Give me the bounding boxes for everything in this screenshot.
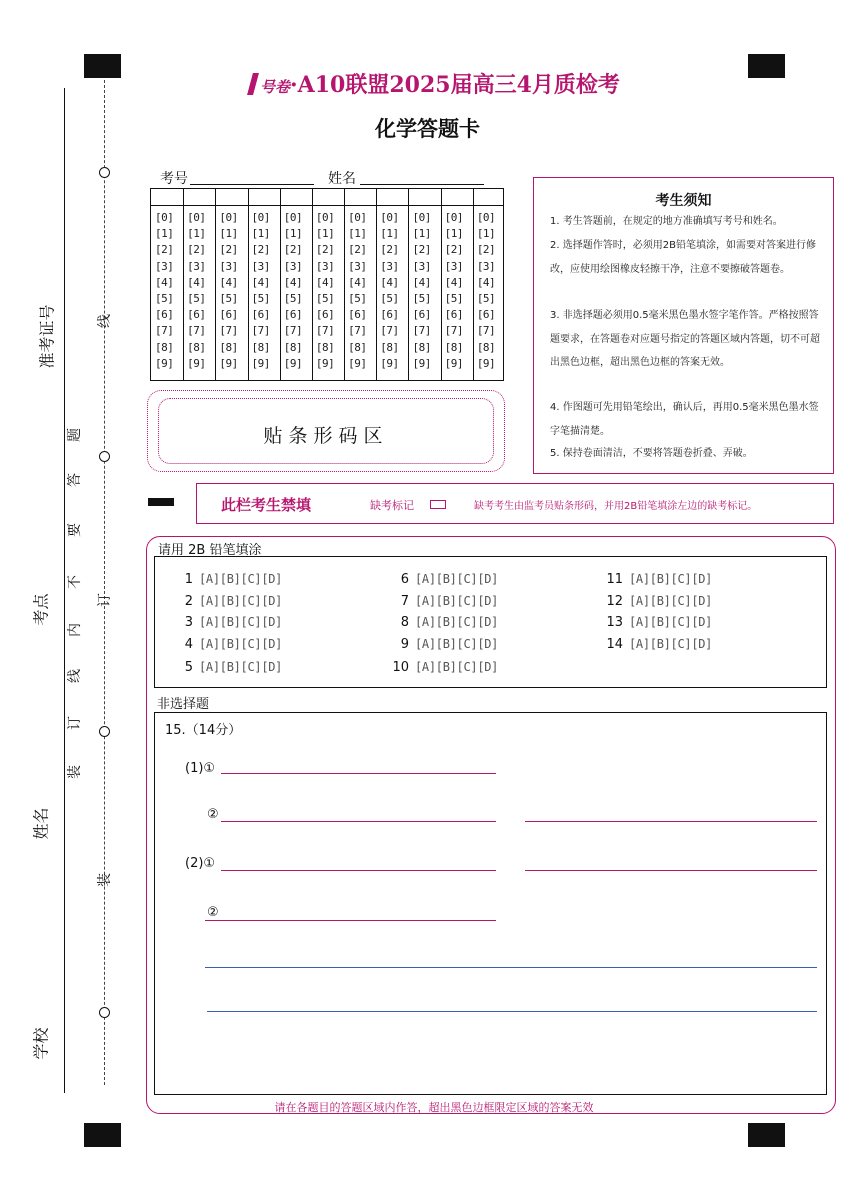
exam-no-field[interactable] — [190, 184, 314, 185]
digit-bubble[interactable]: [9] — [187, 356, 206, 370]
choice-options[interactable]: [A][B][C][D] — [199, 660, 283, 674]
choice-question — [169, 594, 282, 609]
grid-column-divider — [215, 189, 216, 380]
question-number: 3 — [184, 615, 193, 630]
sub-2-1-label: (2)① — [185, 856, 216, 871]
grid-header-line — [151, 205, 503, 206]
digit-bubble[interactable]: [0] — [348, 211, 367, 224]
binding-line-outer — [64, 88, 65, 1093]
sub-2-2-label: ② — [207, 905, 219, 920]
choice-options[interactable]: [A][B][C][D] — [199, 594, 283, 608]
digit-bubble[interactable]: [0] — [380, 211, 399, 224]
digit-bubble[interactable]: [8] — [348, 340, 367, 354]
digit-bubble[interactable]: [3] — [315, 259, 335, 273]
digit-bubble[interactable]: [9] — [380, 356, 399, 370]
choice-question — [599, 615, 712, 630]
side-warning-char: 答 — [67, 473, 83, 487]
digit-bubble[interactable]: [2] — [315, 243, 335, 257]
grid-column-divider — [248, 189, 249, 380]
registration-mark-top-left — [84, 54, 121, 78]
digit-bubble[interactable]: [7] — [348, 324, 367, 338]
digit-bubble[interactable]: [9] — [283, 356, 303, 370]
answer-line[interactable] — [205, 920, 496, 921]
side-school: 学校 — [31, 1027, 51, 1060]
question-15-label: 15.（14分） — [165, 723, 242, 738]
digit-bubble[interactable]: [4] — [315, 275, 335, 289]
digit-bubble[interactable]: [2] — [348, 243, 367, 257]
binding-line-cut — [104, 80, 105, 1085]
logo-text: 号卷 — [260, 78, 291, 96]
digit-bubble[interactable]: [8] — [187, 340, 206, 354]
grid-column-divider — [473, 189, 474, 380]
digit-bubble[interactable]: [6] — [380, 308, 399, 322]
side-warning-char: 订 — [67, 716, 83, 730]
digit-bubble[interactable]: [5] — [348, 292, 367, 305]
question-number: 9 — [400, 637, 409, 652]
absent-mark-bar — [148, 498, 174, 506]
digit-bubble[interactable]: [6] — [348, 308, 367, 322]
digit-bubble[interactable]: [5] — [283, 292, 303, 305]
digit-bubble[interactable]: [6] — [187, 308, 206, 322]
choice-options[interactable]: [A][B][C][D] — [199, 637, 283, 651]
answer-line[interactable] — [525, 821, 817, 822]
choice-question — [385, 572, 498, 587]
digit-bubble[interactable]: [0] — [476, 211, 496, 224]
digit-bubble[interactable]: [1] — [251, 227, 270, 241]
digit-bubble[interactable]: [3] — [348, 259, 367, 273]
absent-instruction: 缺考考生由监考员贴条形码，并用2B铅笔填涂左边的缺考标记。 — [474, 501, 758, 512]
digit-bubble[interactable]: [1] — [155, 227, 174, 241]
digit-bubble[interactable]: [0] — [444, 211, 463, 224]
grid-column-divider — [183, 189, 184, 380]
answer-line[interactable] — [525, 870, 817, 871]
side-warning-char: 题 — [67, 428, 83, 442]
registration-mark-bottom-left — [84, 1123, 121, 1147]
answer-line[interactable] — [205, 967, 817, 968]
digit-bubble[interactable]: [7] — [412, 324, 431, 338]
digit-bubble[interactable]: [3] — [251, 259, 270, 273]
digit-bubble[interactable]: [0] — [315, 211, 335, 224]
digit-bubble[interactable]: [9] — [444, 356, 463, 370]
digit-bubble[interactable]: [2] — [251, 243, 270, 257]
digit-bubble[interactable]: [9] — [476, 356, 496, 370]
choice-options[interactable]: [A][B][C][D] — [415, 572, 499, 586]
digit-bubble[interactable]: [5] — [476, 292, 496, 305]
digit-bubble[interactable]: [4] — [348, 275, 367, 289]
sub-1-1-label: (1)① — [185, 761, 216, 776]
grid-column-divider — [408, 189, 409, 380]
choice-question — [599, 594, 712, 609]
digit-bubble[interactable]: [3] — [219, 259, 238, 273]
nonchoice-box — [154, 712, 827, 1095]
notice-item: 5. 保持卷面清洁，不要将答题卷折叠、弄破。 — [550, 448, 753, 459]
digit-bubble[interactable]: [8] — [155, 340, 174, 354]
choice-box — [154, 556, 827, 688]
question-number: 5 — [184, 660, 193, 675]
choice-question — [385, 615, 498, 630]
binding-hole — [99, 167, 110, 178]
exam-no-digit-grid[interactable] — [150, 188, 504, 381]
side-ding-char: 订 — [97, 593, 113, 607]
exam-title-text: ·A10联盟2025届高三4月质检考 — [290, 72, 620, 98]
digit-bubble[interactable]: [1] — [283, 227, 303, 241]
exam-no-label: 考号 — [160, 171, 188, 187]
question-number: 8 — [400, 615, 409, 630]
digit-bubble[interactable]: [1] — [412, 227, 431, 241]
digit-bubble[interactable]: [4] — [380, 275, 399, 289]
side-warning-char: 要 — [67, 523, 83, 537]
name-field[interactable] — [360, 184, 484, 185]
digit-bubble[interactable]: [2] — [476, 243, 496, 257]
digit-bubble[interactable]: [2] — [412, 243, 431, 257]
digit-bubble[interactable]: [5] — [380, 292, 399, 305]
side-exam-site: 考点 — [31, 593, 51, 626]
notice-title: 考生须知 — [655, 193, 712, 209]
digit-bubble[interactable]: [4] — [251, 275, 270, 289]
grid-column-divider — [280, 189, 281, 380]
side-admission-no: 准考证号 — [37, 304, 57, 369]
digit-bubble[interactable]: [8] — [476, 340, 496, 354]
absent-checkbox[interactable] — [430, 500, 446, 509]
binding-hole — [99, 1007, 110, 1018]
choice-question — [599, 572, 712, 587]
digit-bubble[interactable]: [2] — [187, 243, 206, 257]
side-zhuang-char: 装 — [97, 873, 113, 887]
digit-bubble[interactable]: [2] — [155, 243, 174, 257]
digit-bubble[interactable]: [1] — [187, 227, 206, 241]
choice-question — [385, 594, 498, 609]
grid-column-divider — [441, 189, 442, 380]
digit-bubble[interactable]: [3] — [476, 259, 496, 273]
digit-bubble[interactable]: [1] — [476, 227, 496, 241]
choice-options[interactable]: [A][B][C][D] — [629, 637, 713, 651]
digit-bubble[interactable]: [5] — [444, 292, 463, 305]
choice-options[interactable]: [A][B][C][D] — [629, 594, 713, 608]
digit-bubble[interactable]: [9] — [412, 356, 431, 370]
digit-bubble[interactable]: [3] — [283, 259, 303, 273]
digit-bubble[interactable]: [3] — [412, 259, 431, 273]
digit-bubble[interactable]: [4] — [187, 275, 206, 289]
digit-bubble[interactable]: [7] — [251, 324, 270, 338]
digit-bubble[interactable]: [0] — [219, 211, 238, 224]
digit-bubble[interactable]: [2] — [380, 243, 399, 257]
digit-bubble[interactable]: [3] — [444, 259, 463, 273]
digit-bubble[interactable]: [1] — [348, 227, 367, 241]
digit-bubble[interactable]: [8] — [251, 340, 270, 354]
digit-bubble[interactable]: [2] — [444, 243, 463, 257]
answer-line[interactable] — [221, 773, 496, 774]
digit-bubble[interactable]: [0] — [412, 211, 431, 224]
digit-bubble[interactable]: [7] — [283, 324, 303, 338]
digit-bubble[interactable]: [4] — [476, 275, 496, 289]
choice-options[interactable]: [A][B][C][D] — [199, 615, 283, 629]
grid-column-divider — [344, 189, 345, 380]
digit-bubble[interactable]: [8] — [283, 340, 303, 354]
digit-bubble[interactable]: [6] — [315, 308, 335, 322]
digit-bubble[interactable]: [5] — [412, 292, 431, 305]
digit-bubble[interactable]: [4] — [412, 275, 431, 289]
notice-item: 4. 作图题可先用铅笔绘出，确认后，再用0.5毫米黑色墨水签字笔描清楚。 — [550, 402, 819, 437]
barcode-area — [147, 390, 505, 472]
logo-mark-icon — [247, 73, 259, 95]
digit-bubble[interactable]: [6] — [283, 308, 303, 322]
choice-question — [169, 572, 282, 587]
digit-bubble[interactable]: [2] — [283, 243, 303, 257]
choice-question — [599, 637, 712, 652]
digit-bubble[interactable]: [1] — [380, 227, 399, 241]
digit-bubble[interactable]: [1] — [444, 227, 463, 241]
digit-bubble[interactable]: [0] — [155, 211, 174, 224]
digit-bubble[interactable]: [6] — [412, 308, 431, 322]
digit-bubble[interactable]: [7] — [444, 324, 463, 338]
staff-only-bar — [196, 483, 834, 524]
registration-mark-bottom-right — [748, 1123, 785, 1147]
exam-title — [250, 68, 620, 99]
digit-bubble[interactable]: [7] — [476, 324, 496, 338]
digit-bubble[interactable]: [9] — [219, 356, 238, 370]
digit-bubble[interactable]: [8] — [444, 340, 463, 354]
side-line-char: 线 — [97, 314, 113, 328]
choice-options[interactable]: [A][B][C][D] — [415, 594, 499, 608]
side-name: 姓名 — [31, 807, 51, 840]
digit-bubble[interactable]: [5] — [187, 292, 206, 305]
registration-mark-top-right — [748, 54, 785, 78]
side-warning-char: 装 — [67, 765, 83, 779]
digit-bubble[interactable]: [6] — [219, 308, 238, 322]
question-number: 10 — [392, 660, 409, 675]
nonchoice-section-label: 非选择题 — [157, 697, 210, 712]
choice-options[interactable]: [A][B][C][D] — [199, 572, 283, 586]
question-number: 12 — [606, 594, 623, 609]
digit-bubble[interactable]: [4] — [283, 275, 303, 289]
digit-bubble[interactable]: [4] — [155, 275, 174, 289]
digit-bubble[interactable]: [2] — [219, 243, 238, 257]
side-warning-char: 不 — [67, 575, 83, 589]
digit-bubble[interactable]: [4] — [444, 275, 463, 289]
digit-bubble[interactable]: [9] — [348, 356, 367, 370]
choice-question — [385, 660, 498, 675]
digit-bubble[interactable]: [3] — [187, 259, 206, 273]
choice-options[interactable]: [A][B][C][D] — [415, 637, 499, 651]
notice-item: 2. 选择题作答时，必须用2B铅笔填涂，如需要对答案进行修改，应使用绘图橡皮轻擦干净，注意不要擦破答题卷。 — [550, 240, 816, 275]
question-number: 1 — [184, 572, 193, 587]
question-number: 11 — [606, 572, 623, 587]
choice-options[interactable]: [A][B][C][D] — [629, 572, 713, 586]
grid-column-divider — [312, 189, 313, 380]
question-number: 7 — [400, 594, 409, 609]
question-number: 2 — [184, 594, 193, 609]
choice-question — [169, 660, 282, 675]
digit-bubble[interactable]: [7] — [187, 324, 206, 338]
choice-options[interactable]: [A][B][C][D] — [629, 615, 713, 629]
grid-column-divider — [376, 189, 377, 380]
digit-bubble[interactable]: [4] — [219, 275, 238, 289]
digit-bubble[interactable]: [7] — [219, 324, 238, 338]
digit-bubble[interactable]: [6] — [476, 308, 496, 322]
side-warning-char: 线 — [67, 669, 83, 683]
choice-section-label: 请用 2B 铅笔填涂 — [158, 543, 262, 558]
digit-bubble[interactable]: [7] — [315, 324, 335, 338]
digit-bubble[interactable]: [5] — [315, 292, 335, 305]
digit-bubble[interactable]: [8] — [315, 340, 335, 354]
notice-item: 1. 考生答题前，在规定的地方准确填写考号和姓名。 — [550, 216, 783, 227]
digit-bubble[interactable]: [1] — [219, 227, 238, 241]
digit-bubble[interactable]: [5] — [251, 292, 270, 305]
digit-bubble[interactable]: [8] — [219, 340, 238, 354]
question-number: 14 — [606, 637, 623, 652]
digit-bubble[interactable]: [9] — [155, 356, 174, 370]
page-title: 化学答题卡 — [375, 116, 480, 141]
digit-bubble[interactable]: [3] — [380, 259, 399, 273]
question-number: 13 — [606, 615, 623, 630]
digit-bubble[interactable]: [8] — [380, 340, 399, 354]
question-number: 4 — [184, 637, 193, 652]
side-warning-char: 内 — [67, 623, 83, 637]
digit-bubble[interactable]: [0] — [283, 211, 303, 224]
absent-label: 缺考标记 — [370, 499, 414, 512]
digit-bubble[interactable]: [9] — [251, 356, 270, 370]
digit-bubble[interactable]: [6] — [444, 308, 463, 322]
question-number: 6 — [400, 572, 409, 587]
digit-bubble[interactable]: [9] — [315, 356, 335, 370]
binding-hole — [99, 726, 110, 737]
digit-bubble[interactable]: [5] — [219, 292, 238, 305]
footer-warning: 请在各题目的答题区域内作答，超出黑色边框限定区域的答案无效 — [274, 1101, 594, 1114]
binding-hole — [99, 451, 110, 462]
exam-notice — [533, 177, 834, 474]
choice-options[interactable]: [A][B][C][D] — [415, 615, 499, 629]
notice-item: 3. 非选择题必须用0.5毫米黑色墨水签字笔作答。严格按照答题要求，在答题卷对应题号指定的答题区域内答题，切不可超出黑色边框，超出黑色边框的答案无效。 — [550, 310, 820, 368]
name-label: 姓名 — [328, 171, 356, 187]
digit-bubble[interactable]: [6] — [155, 308, 174, 322]
answer-line[interactable] — [221, 870, 496, 871]
digit-bubble[interactable]: [5] — [155, 292, 174, 305]
choice-question — [169, 637, 282, 652]
digit-bubble[interactable]: [7] — [380, 324, 399, 338]
barcode-label: 贴条形码区 — [263, 425, 389, 447]
digit-bubble[interactable]: [8] — [412, 340, 431, 354]
digit-bubble[interactable]: [3] — [155, 259, 174, 273]
choice-question — [169, 615, 282, 630]
sub-1-2-label: ② — [207, 807, 219, 822]
digit-bubble[interactable]: [7] — [155, 324, 174, 338]
answer-line[interactable] — [221, 821, 496, 822]
digit-bubble[interactable]: [0] — [187, 211, 206, 224]
answer-line[interactable] — [207, 1011, 817, 1012]
choice-options[interactable]: [A][B][C][D] — [415, 660, 499, 674]
choice-question — [385, 637, 498, 652]
digit-bubble[interactable]: [0] — [251, 211, 270, 224]
digit-bubble[interactable]: [6] — [251, 308, 270, 322]
digit-bubble[interactable]: [1] — [315, 227, 335, 241]
staff-only-title: 此栏考生禁填 — [221, 496, 312, 514]
